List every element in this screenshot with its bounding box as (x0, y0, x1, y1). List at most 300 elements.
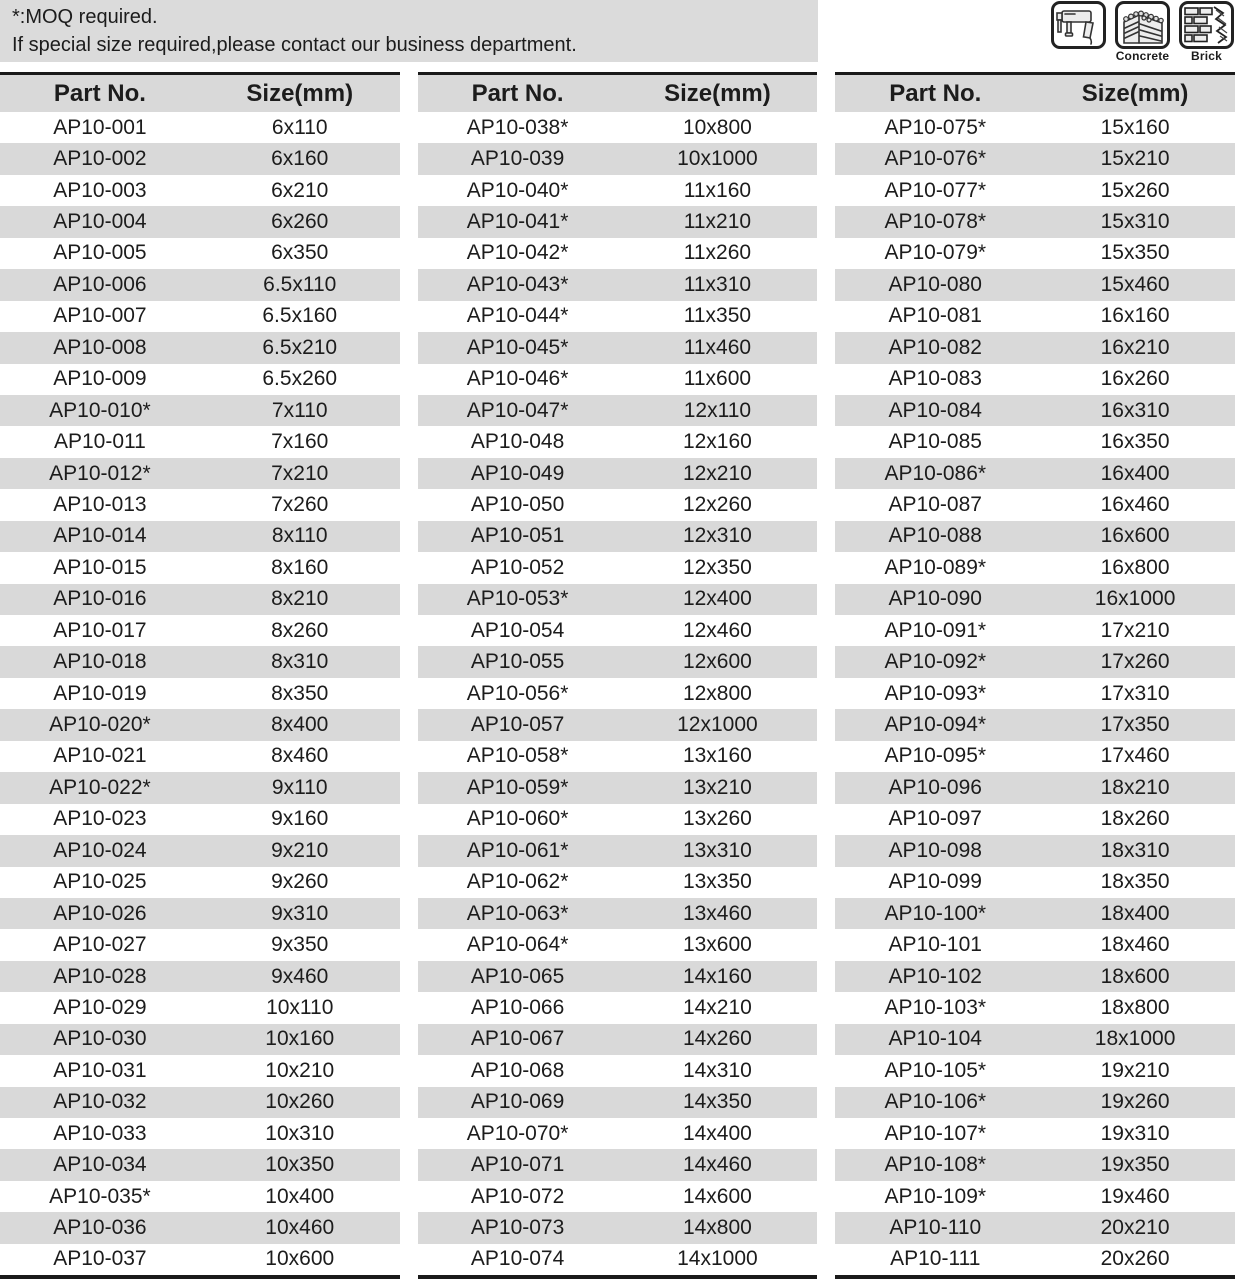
part-no-cell: AP10-028 (53, 964, 147, 988)
table-row (418, 332, 818, 363)
table-row (835, 1181, 1235, 1212)
size-cell: 6x260 (271, 210, 329, 234)
size-cell: 10x400 (265, 1184, 335, 1208)
table-row (835, 458, 1235, 489)
part-no-cell: AP10-012* (49, 461, 151, 485)
table-row (0, 552, 400, 583)
part-no-cell: AP10-016 (53, 587, 147, 611)
size-cell: 19x310 (1100, 1121, 1170, 1145)
part-no-cell: AP10-076* (884, 147, 987, 171)
part-no-cell: AP10-055 (470, 650, 565, 674)
table-row (418, 804, 818, 835)
part-no-cell: AP10-105* (884, 1058, 987, 1082)
size-cell: 18x400 (1100, 901, 1170, 925)
part-no-cell: AP10-024 (53, 838, 147, 862)
table-row (418, 741, 818, 772)
size-cell: 17x210 (1100, 618, 1170, 642)
part-no-cell: AP10-041* (466, 210, 569, 234)
size-cell: 19x210 (1100, 1058, 1170, 1082)
size-cell: 16x1000 (1094, 587, 1176, 611)
table-row (0, 269, 400, 300)
size-cell: 12x210 (682, 461, 752, 485)
table-row (835, 332, 1235, 363)
part-no-cell: AP10-021 (53, 744, 147, 768)
part-no-cell: AP10-061* (466, 838, 569, 862)
table-row (0, 772, 400, 803)
size-cell: 6.5x260 (262, 367, 338, 391)
size-cell: 8x400 (271, 713, 329, 737)
table-row (835, 804, 1235, 835)
table-row (0, 1149, 400, 1180)
part-no-cell: AP10-007 (53, 304, 147, 328)
size-cell: 20x260 (1100, 1247, 1170, 1271)
table-row (0, 615, 400, 646)
table-row (0, 992, 400, 1023)
size-cell: 13x310 (682, 838, 752, 862)
size-cell: 8x350 (271, 681, 329, 705)
brick-icon (1179, 1, 1234, 49)
part-no-cell: AP10-056* (466, 681, 569, 705)
part-no-cell: AP10-049 (470, 461, 565, 485)
size-cell: 8x310 (271, 650, 329, 674)
table-row (835, 1055, 1235, 1086)
table-row (418, 112, 818, 143)
table-row (0, 143, 400, 174)
table-row (0, 458, 400, 489)
table-row (835, 426, 1235, 457)
size-cell: 17x460 (1100, 744, 1170, 768)
moq-note-line-1: *:MOQ required. (12, 6, 158, 28)
size-cell: 13x210 (682, 775, 752, 799)
part-no-cell: AP10-069 (470, 1090, 565, 1114)
table-row (835, 489, 1235, 520)
size-cell: 15x460 (1100, 272, 1170, 296)
table-row (418, 521, 818, 552)
table-row (418, 175, 818, 206)
size-cell: 6.5x110 (263, 272, 337, 296)
table-row (0, 1055, 400, 1086)
size-cell: 10x350 (265, 1153, 335, 1177)
part-no-cell: AP10-053* (466, 587, 569, 611)
size-cell: 18x1000 (1094, 1027, 1176, 1051)
table-row (418, 458, 818, 489)
part-no-cell: AP10-034 (53, 1153, 147, 1177)
brick-icon-label: Brick (1190, 49, 1223, 63)
table-row (835, 741, 1235, 772)
part-no-cell: AP10-015 (53, 555, 147, 579)
table-row (835, 521, 1235, 552)
table-row (835, 395, 1235, 426)
part-no-cell: AP10-097 (888, 807, 982, 831)
size-cell: 6x350 (271, 241, 329, 265)
size-cell: 11x260 (683, 241, 752, 265)
table-body (0, 112, 400, 1275)
column-header-size: Size(mm) (664, 79, 771, 107)
parts-table-2 (418, 72, 818, 1279)
parts-table-3 (835, 72, 1235, 1279)
part-no-cell: AP10-063* (466, 901, 569, 925)
table-row (418, 1024, 818, 1055)
part-no-cell: AP10-020* (49, 713, 151, 737)
part-no-cell: AP10-092* (884, 650, 987, 674)
table-row (0, 364, 400, 395)
part-no-cell: AP10-066 (470, 995, 565, 1019)
moq-note (0, 0, 818, 62)
table-row (835, 269, 1235, 300)
table-row (0, 678, 400, 709)
size-cell: 10x1000 (677, 147, 758, 171)
part-no-cell: AP10-022* (49, 775, 151, 799)
application-icons (1051, 1, 1234, 63)
part-no-cell: AP10-087 (888, 492, 982, 516)
part-no-cell: AP10-077* (884, 178, 987, 202)
part-no-cell: AP10-035* (49, 1184, 151, 1208)
part-no-cell: AP10-075* (884, 115, 987, 139)
part-no-cell: AP10-005 (53, 241, 147, 265)
size-cell: 18x260 (1100, 807, 1170, 831)
part-no-cell: AP10-008 (53, 335, 147, 359)
part-no-cell: AP10-018 (53, 650, 147, 674)
size-cell: 18x310 (1100, 838, 1170, 862)
size-cell: 9x110 (271, 775, 328, 799)
table-row (835, 364, 1235, 395)
size-cell: 12x1000 (677, 713, 758, 737)
size-cell: 15x260 (1100, 178, 1170, 202)
part-no-cell: AP10-088 (888, 524, 982, 548)
size-cell: 10x110 (266, 995, 334, 1019)
size-cell: 15x210 (1100, 147, 1170, 171)
table-row (835, 1087, 1235, 1118)
column-header-part-no: Part No. (471, 79, 564, 107)
size-cell: 14x400 (682, 1121, 752, 1145)
part-no-cell: AP10-110 (889, 1216, 982, 1240)
part-no-cell: AP10-082 (888, 335, 982, 359)
table-row (835, 615, 1235, 646)
size-cell: 12x460 (682, 618, 752, 642)
table-row (418, 678, 818, 709)
table-row (0, 395, 400, 426)
part-no-cell: AP10-010* (49, 398, 151, 422)
part-no-cell: AP10-032 (53, 1090, 147, 1114)
table-row (835, 992, 1235, 1023)
size-cell: 14x160 (682, 964, 752, 988)
size-cell: 13x260 (682, 807, 752, 831)
table-row (418, 552, 818, 583)
brick-glyph (1183, 5, 1230, 45)
part-no-cell: AP10-017 (53, 618, 147, 642)
table-row (418, 615, 818, 646)
parts-table-1 (0, 72, 400, 1279)
part-no-cell: AP10-019 (53, 681, 147, 705)
table-header-row (0, 75, 400, 112)
part-no-cell: AP10-039 (470, 147, 565, 171)
part-no-cell: AP10-006 (53, 272, 147, 296)
part-no-cell: AP10-030 (53, 1027, 147, 1051)
table-row (0, 332, 400, 363)
table-row (418, 1244, 818, 1275)
part-no-cell: AP10-064* (466, 933, 569, 957)
part-no-cell: AP10-047* (466, 398, 569, 422)
size-cell: 13x600 (682, 933, 752, 957)
table-body (418, 112, 818, 1275)
table-row (835, 709, 1235, 740)
hammer-drill-icon (1051, 1, 1106, 49)
size-cell: 7x210 (271, 461, 329, 485)
table-row (835, 835, 1235, 866)
table-row (0, 867, 400, 898)
size-cell: 15x350 (1100, 241, 1170, 265)
size-cell: 15x310 (1100, 210, 1170, 234)
table-row (418, 1212, 818, 1243)
table-row (0, 646, 400, 677)
table-row (835, 1024, 1235, 1055)
part-no-cell: AP10-045* (466, 335, 569, 359)
part-no-cell: AP10-098 (888, 838, 982, 862)
part-no-cell: AP10-033 (53, 1121, 147, 1145)
size-cell: 16x400 (1100, 461, 1170, 485)
size-cell: 9x460 (271, 964, 329, 988)
part-no-cell: AP10-036 (53, 1216, 147, 1240)
part-no-cell: AP10-079* (884, 241, 987, 265)
size-cell: 20x210 (1100, 1216, 1170, 1240)
size-cell: 12x160 (682, 430, 752, 454)
size-cell: 14x310 (682, 1058, 752, 1082)
table-row (418, 364, 818, 395)
table-row (0, 1118, 400, 1149)
table-row (0, 898, 400, 929)
table-row (0, 206, 400, 237)
part-no-cell: AP10-080 (888, 272, 982, 296)
column-header-part-no: Part No. (53, 79, 146, 107)
part-no-cell: AP10-065 (470, 964, 565, 988)
part-no-cell: AP10-106* (884, 1090, 987, 1114)
table-row (418, 269, 818, 300)
table-row (835, 1118, 1235, 1149)
size-cell: 10x310 (265, 1121, 335, 1145)
table-row (418, 395, 818, 426)
part-no-cell: AP10-074 (470, 1247, 565, 1271)
size-cell: 10x460 (265, 1216, 335, 1240)
size-cell: 12x800 (682, 681, 752, 705)
concrete-icon (1115, 1, 1170, 49)
table-row (835, 1149, 1235, 1180)
size-cell: 10x210 (265, 1058, 335, 1082)
moq-note-line-2: If special size required,please contact our business department. (12, 34, 577, 56)
size-cell: 15x160 (1100, 115, 1170, 139)
column-header-size: Size(mm) (246, 79, 354, 107)
part-no-cell: AP10-084 (888, 398, 982, 422)
table-row (835, 929, 1235, 960)
table-row (0, 709, 400, 740)
part-no-cell: AP10-011 (53, 430, 146, 454)
table-row (0, 1181, 400, 1212)
part-no-cell: AP10-096 (888, 775, 982, 799)
size-cell: 19x460 (1100, 1184, 1170, 1208)
table-row (835, 898, 1235, 929)
size-cell: 12x110 (683, 398, 752, 422)
part-no-cell: AP10-054 (470, 618, 565, 642)
part-no-cell: AP10-023 (53, 807, 147, 831)
size-cell: 16x800 (1100, 555, 1170, 579)
size-cell: 9x310 (271, 901, 329, 925)
size-cell: 10x800 (682, 115, 752, 139)
table-row (418, 238, 818, 269)
part-no-cell: AP10-025 (53, 870, 147, 894)
size-cell: 8x260 (271, 618, 329, 642)
size-cell: 18x350 (1100, 870, 1170, 894)
size-cell: 6x210 (271, 178, 329, 202)
size-cell: 17x310 (1100, 681, 1170, 705)
table-row (0, 1244, 400, 1275)
size-cell: 12x310 (682, 524, 752, 548)
table-row (0, 1024, 400, 1055)
table-row (835, 175, 1235, 206)
table-row (835, 1212, 1235, 1243)
size-cell: 16x260 (1100, 367, 1170, 391)
size-cell: 8x110 (271, 524, 328, 548)
size-cell: 6x160 (271, 147, 329, 171)
size-cell: 13x350 (682, 870, 752, 894)
concrete-glyph (1119, 5, 1166, 45)
table-row (418, 489, 818, 520)
brick-icon-cell (1179, 1, 1234, 63)
part-no-cell: AP10-094* (884, 713, 987, 737)
size-cell: 11x210 (683, 210, 752, 234)
size-cell: 16x460 (1100, 492, 1170, 516)
part-no-cell: AP10-091* (884, 618, 987, 642)
table-row (835, 206, 1235, 237)
part-no-cell: AP10-083 (888, 367, 982, 391)
table-row (835, 646, 1235, 677)
table-row (0, 1087, 400, 1118)
size-cell: 12x350 (682, 555, 752, 579)
table-row (418, 1055, 818, 1086)
size-cell: 6x110 (271, 115, 328, 139)
size-cell: 6.5x210 (262, 335, 338, 359)
part-no-cell: AP10-093* (884, 681, 987, 705)
table-header-row (418, 75, 818, 112)
table-row (418, 961, 818, 992)
part-no-cell: AP10-058* (466, 744, 569, 768)
size-cell: 14x1000 (677, 1247, 758, 1271)
size-cell: 11x460 (683, 335, 752, 359)
drill-icon-cell (1051, 1, 1106, 63)
table-row (835, 238, 1235, 269)
table-row (0, 521, 400, 552)
table-row (835, 772, 1235, 803)
part-no-cell: AP10-070* (466, 1121, 569, 1145)
size-cell: 16x160 (1100, 304, 1170, 328)
part-no-cell: AP10-068 (470, 1058, 565, 1082)
table-row (835, 678, 1235, 709)
part-no-cell: AP10-003 (53, 178, 147, 202)
part-no-cell: AP10-111 (890, 1247, 981, 1271)
part-no-cell: AP10-001 (53, 115, 147, 139)
part-no-cell: AP10-048 (470, 430, 565, 454)
size-cell: 16x310 (1100, 398, 1170, 422)
part-no-cell: AP10-057 (470, 713, 565, 737)
table-row (0, 929, 400, 960)
size-cell: 14x350 (682, 1090, 752, 1114)
part-no-cell: AP10-100* (884, 901, 987, 925)
part-no-cell: AP10-052 (470, 555, 565, 579)
size-cell: 6.5x160 (262, 304, 338, 328)
part-no-cell: AP10-031 (53, 1058, 147, 1082)
part-no-cell: AP10-085 (888, 430, 982, 454)
size-cell: 18x800 (1100, 995, 1170, 1019)
table-row (0, 741, 400, 772)
concrete-icon-cell (1115, 1, 1170, 63)
column-header-size: Size(mm) (1081, 79, 1189, 107)
table-row (0, 584, 400, 615)
part-no-cell: AP10-089* (884, 555, 987, 579)
table-row (0, 301, 400, 332)
size-cell: 9x350 (271, 933, 329, 957)
size-cell: 11x310 (683, 272, 752, 296)
size-cell: 14x460 (682, 1153, 752, 1177)
size-cell: 16x210 (1100, 335, 1170, 359)
size-cell: 17x260 (1100, 650, 1170, 674)
part-no-cell: AP10-040* (466, 178, 569, 202)
table-row (835, 143, 1235, 174)
part-no-cell: AP10-099 (888, 870, 982, 894)
size-cell: 12x260 (682, 492, 752, 516)
part-no-cell: AP10-060* (466, 807, 569, 831)
part-no-cell: AP10-086* (884, 461, 987, 485)
part-no-cell: AP10-071 (470, 1153, 565, 1177)
size-cell: 9x210 (271, 838, 329, 862)
size-cell: 8x160 (271, 555, 329, 579)
size-cell: 11x600 (683, 367, 752, 391)
size-cell: 12x600 (682, 650, 752, 674)
size-cell: 10x600 (265, 1247, 335, 1271)
size-cell: 7x110 (271, 398, 328, 422)
part-no-cell: AP10-014 (53, 524, 147, 548)
table-row (418, 301, 818, 332)
table-row (835, 867, 1235, 898)
table-row (0, 835, 400, 866)
size-cell: 11x350 (683, 304, 752, 328)
size-cell: 8x210 (271, 587, 329, 611)
part-no-cell: AP10-072 (470, 1184, 565, 1208)
part-no-cell: AP10-104 (888, 1027, 982, 1051)
table-row (418, 867, 818, 898)
parts-tables (0, 72, 1235, 1279)
table-row (418, 1118, 818, 1149)
table-row (0, 426, 400, 457)
part-no-cell: AP10-081 (888, 304, 982, 328)
table-row (0, 804, 400, 835)
table-row (418, 143, 818, 174)
size-cell: 7x160 (271, 430, 329, 454)
part-no-cell: AP10-101 (888, 933, 982, 957)
size-cell: 17x350 (1100, 713, 1170, 737)
table-row (0, 238, 400, 269)
part-no-cell: AP10-103* (884, 995, 987, 1019)
part-no-cell: AP10-042* (466, 241, 569, 265)
part-no-cell: AP10-037 (53, 1247, 147, 1271)
size-cell: 10x260 (265, 1090, 335, 1114)
part-no-cell: AP10-050 (470, 492, 565, 516)
concrete-icon-label: Concrete (1115, 49, 1170, 63)
size-cell: 8x460 (271, 744, 329, 768)
part-no-cell: AP10-027 (53, 933, 147, 957)
size-cell: 7x260 (271, 492, 329, 516)
size-cell: 9x260 (271, 870, 329, 894)
table-row (0, 489, 400, 520)
size-cell: 13x160 (682, 744, 752, 768)
part-no-cell: AP10-043* (466, 272, 569, 296)
